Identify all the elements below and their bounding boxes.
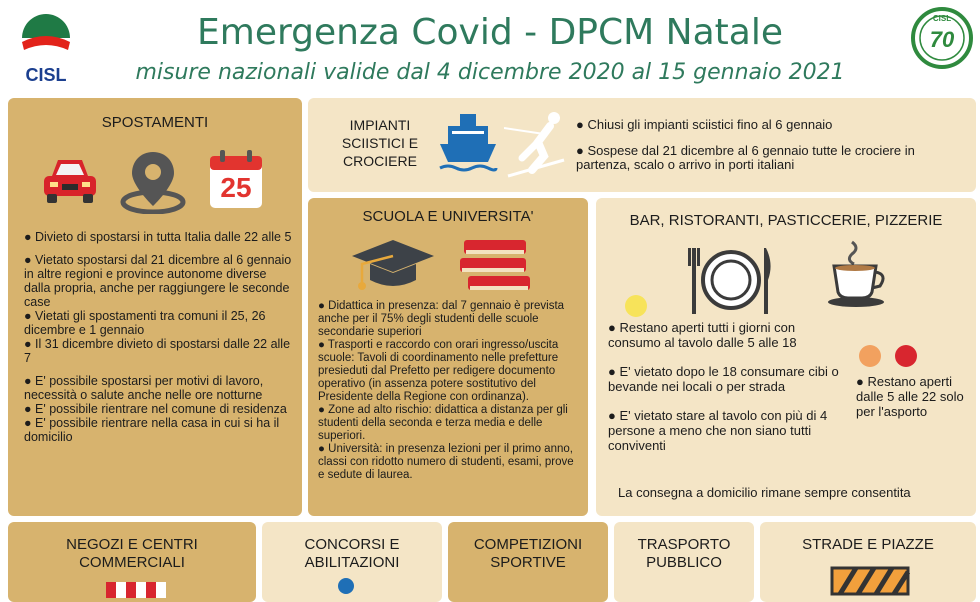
scuola-title: SCUOLA E UNIVERSITA'	[362, 208, 534, 225]
list-item: ● Università: in presenza lezioni per il primo anno, classi con ridotto numero di studenti, esami, prove e sedute di laurea.	[318, 443, 574, 481]
strade-title: STRADE E PIAZZE	[802, 536, 934, 553]
list-item: ● Zone ad alto rischio: didattica a distanza per gli studenti della seconda e terza media e delle superiori.	[318, 404, 568, 442]
calendar-day: 25	[220, 172, 252, 203]
bar-side-note: ● Restano aperti dalle 5 alle 22 solo per l'asporto	[856, 374, 964, 419]
list-item: ● Divieto di spostarsi in tutta Italia dalle 22 alle 5	[24, 230, 292, 244]
bar-footer: La consegna a domicilio rimane sempre consentita	[618, 485, 911, 500]
list-item: ● Il 31 dicembre divieto di spostarsi dalle 22 alle 7	[24, 337, 291, 365]
competizioni-panel	[448, 522, 608, 602]
concorsi-panel	[262, 522, 442, 602]
cisl-70-logo	[910, 6, 974, 70]
books-icon	[458, 236, 534, 296]
page-subtitle: misure nazionali valide dal 4 dicembre 2020 al 15 gennaio 2021	[135, 60, 845, 85]
list-item: ● Sospese dal 21 dicembre al 6 gennaio tutte le crociere in partenza, scalo o arrivo in porti italiani	[576, 143, 915, 172]
scuola-list	[318, 300, 582, 482]
list-item: ● E' vietato stare al tavolo con più di 4 persone a meno che non siano tutti conviventi	[608, 408, 828, 453]
list-item: ● E' vietato dopo le 18 consumare cibi o bevande nei locali o per strada	[608, 364, 839, 394]
negozi-title: NEGOZI E CENTRI COMMERCIALI	[66, 536, 198, 571]
spostamenti-list	[24, 230, 296, 444]
shop-awning-icon	[106, 578, 166, 598]
plate-cutlery-icon	[686, 244, 776, 316]
list-item: ● E' possibile rientrare nella casa in cui si ha il domicilio	[24, 416, 280, 444]
scuola-panel	[308, 198, 588, 516]
strade-panel	[760, 522, 976, 602]
person-icon	[336, 576, 356, 598]
bar-panel	[596, 198, 976, 516]
bar-title: BAR, RISTORANTI, PASTICCERIE, PIZZERIE	[629, 212, 943, 229]
list-item: ● E' possibile rientrare nel comune di residenza	[24, 402, 287, 416]
bar-list	[608, 320, 840, 453]
coffee-cup-icon	[826, 238, 892, 310]
list-item: ● Vietato spostarsi dal 21 dicembre al 6 gennaio in altre regioni e province autonome diverse dalla propria, anche per raggiungere le seconde case	[24, 253, 292, 309]
location-pin-icon	[118, 148, 188, 214]
skier-icon	[504, 108, 572, 182]
list-item: ● Vietati gli spostamenti tra comuni il 25, 26 dicembre e 1 gennaio	[24, 309, 266, 337]
orange-dot-icon	[858, 344, 882, 368]
cisl-70-small-text: CISL	[932, 14, 952, 23]
list-item: ● Trasporti e raccordo con orari ingresso/uscita scuole: Tavoli di coordinamento nelle prefetture presieduti dal Prefetto per redigere documento operativo (in assenza potere sostitutivo del Presidente della Regione con ordinanza).	[318, 339, 559, 403]
cisl-70-number: 70	[929, 27, 955, 52]
graduation-cap-icon	[350, 234, 436, 296]
yellow-dot-icon	[624, 294, 648, 318]
impianti-list	[576, 118, 968, 172]
negozi-panel	[8, 522, 256, 602]
list-item: ● Restano aperti tutti i giorni con consumo al tavolo dalle 5 alle 18	[608, 320, 797, 350]
concorsi-title: CONCORSI E ABILITAZIONI	[304, 536, 400, 571]
page-title: Emergenza Covid - DPCM Natale	[197, 12, 783, 53]
road-barrier-icon	[830, 566, 910, 596]
spostamenti-title: SPOSTAMENTI	[101, 114, 209, 131]
car-icon	[40, 154, 100, 206]
trasporto-title: TRASPORTO PUBBLICO	[637, 536, 731, 571]
competizioni-title: COMPETIZIONI SPORTIVE	[473, 536, 583, 571]
list-item: ● Didattica in presenza: dal 7 gennaio è prevista anche per il 75% degli studenti delle scuole secondarie superiori	[318, 300, 565, 338]
cisl-logo-text: CISL	[25, 65, 67, 85]
impianti-title: IMPIANTI SCIISTICI E CROCIERE	[341, 117, 419, 169]
ship-icon	[438, 110, 498, 178]
trasporto-panel	[614, 522, 754, 602]
list-item: ● Chiusi gli impianti sciistici fino al 6 gennaio	[576, 117, 833, 132]
spostamenti-panel	[8, 98, 302, 516]
red-dot-icon	[894, 344, 918, 368]
list-item: ● E' possibile spostarsi per motivi di lavoro, necessità o salute anche nelle ore notturne	[24, 374, 264, 402]
impianti-panel	[308, 98, 976, 192]
